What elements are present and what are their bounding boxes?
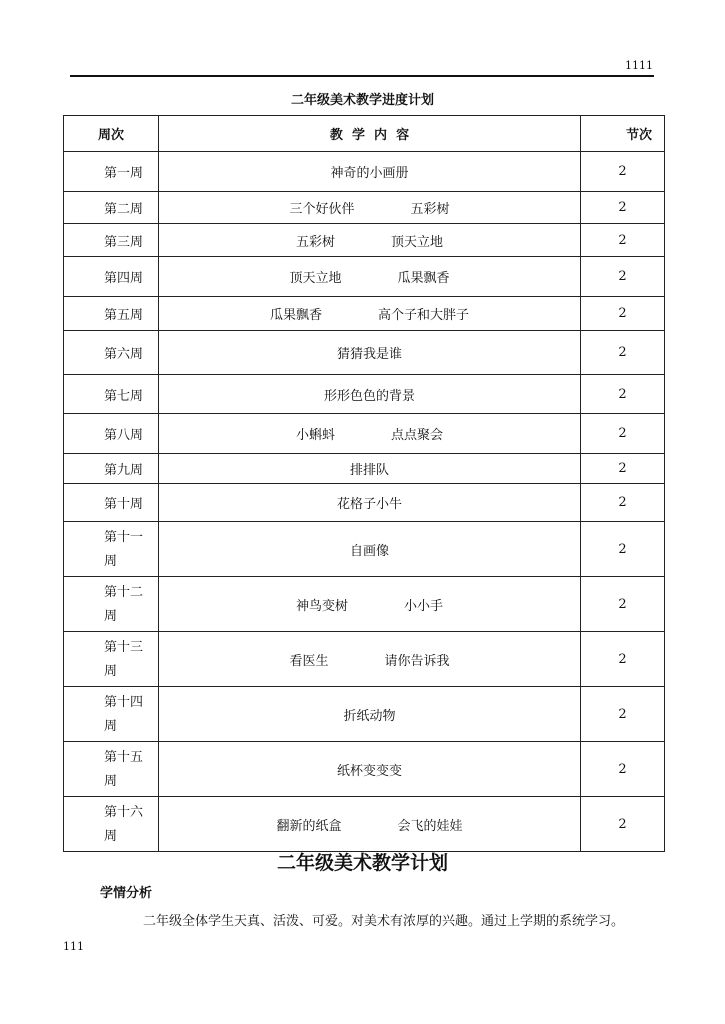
header-page-number: 1111 [625, 59, 653, 72]
schedule-title: 二年级美术教学进度计划 [290, 93, 434, 108]
week-label-line1: 第十五 [104, 750, 144, 765]
lesson-topic: 形形色色的背景 [323, 388, 415, 404]
content-cell [159, 742, 581, 797]
lessons-cell: 2 [581, 152, 665, 192]
lesson-topic: 三个好伙伴 [289, 202, 355, 217]
body-paragraph: 二年级全体学生天真、活泼、可爱。对美术有浓厚的兴趣。通过上学期的系统学习。 [143, 914, 625, 929]
lesson-topic: 五彩树 [410, 202, 450, 217]
table-row [64, 192, 665, 224]
week-label-line2: 周 [104, 829, 118, 844]
table-row [64, 152, 665, 192]
lessons-cell: 2 [581, 484, 665, 522]
table-row [64, 742, 665, 797]
content-cell [159, 414, 581, 454]
table-header-row [64, 116, 665, 152]
content-cell [159, 257, 581, 297]
lesson-topic: 纸杯变变变 [336, 763, 402, 779]
week-cell [64, 522, 159, 577]
week-cell: 第七周 [64, 375, 159, 414]
content-cell [159, 484, 581, 522]
lesson-topic: 瓜果飘香 [397, 271, 450, 286]
lesson-topic: 看医生 [289, 653, 329, 669]
column-header-content: 教 学 内 容 [159, 116, 581, 152]
content-cell [159, 632, 581, 687]
lessons-cell: 2 [581, 687, 665, 742]
lesson-topic: 五彩树 [295, 234, 335, 250]
table-row [64, 522, 665, 577]
week-cell: 第二周 [64, 192, 159, 224]
lessons-cell: 2 [581, 454, 665, 484]
lesson-topic: 小小手 [404, 598, 444, 614]
table-row [64, 331, 665, 375]
section-heading: 学情分析 [100, 886, 153, 901]
week-cell [64, 577, 159, 632]
lesson-topic: 瓜果飘香 [269, 308, 322, 323]
week-cell [64, 742, 159, 797]
week-cell: 第八周 [64, 414, 159, 454]
content-cell [159, 522, 581, 577]
lesson-topic: 神奇的小画册 [330, 166, 409, 181]
week-cell: 第九周 [64, 454, 159, 484]
lesson-topic: 神鸟变树 [295, 598, 348, 614]
lessons-cell: 2 [581, 257, 665, 297]
week-label-line1: 第十二 [104, 585, 144, 600]
lesson-topic: 顶天立地 [289, 271, 342, 286]
lessons-cell: 2 [581, 797, 665, 852]
lessons-cell: 2 [581, 331, 665, 375]
week-label-line1: 第十六 [104, 805, 144, 820]
table-row [64, 632, 665, 687]
week-label-line2: 周 [104, 664, 118, 679]
lessons-cell: 2 [581, 375, 665, 414]
lessons-cell: 2 [581, 522, 665, 577]
week-label-line2: 周 [104, 774, 118, 789]
content-cell [159, 297, 581, 331]
lessons-cell: 2 [581, 224, 665, 257]
lessons-cell: 2 [581, 414, 665, 454]
content-cell [159, 577, 581, 632]
table-row [64, 297, 665, 331]
table-row [64, 414, 665, 454]
lessons-cell: 2 [581, 297, 665, 331]
lesson-topic: 翻新的纸盒 [276, 818, 342, 834]
week-cell [64, 632, 159, 687]
content-cell [159, 454, 581, 484]
week-label-line1: 第十三 [104, 640, 144, 655]
content-cell [159, 331, 581, 375]
lesson-topic: 排排队 [349, 463, 389, 478]
lesson-topic: 猜猜我是谁 [336, 347, 402, 362]
schedule-table [63, 115, 665, 852]
lesson-topic: 折纸动物 [343, 708, 396, 724]
week-cell: 第十周 [64, 484, 159, 522]
content-cell [159, 375, 581, 414]
lesson-topic: 高个子和大胖子 [378, 308, 470, 323]
table-row [64, 484, 665, 522]
week-cell: 第五周 [64, 297, 159, 331]
content-cell [159, 797, 581, 852]
week-label-line2: 周 [104, 609, 118, 624]
content-cell [159, 224, 581, 257]
table-row [64, 797, 665, 852]
table-row [64, 454, 665, 484]
week-cell [64, 687, 159, 742]
table-row [64, 257, 665, 297]
lesson-topic: 请你告诉我 [384, 653, 450, 669]
table-row [64, 687, 665, 742]
lessons-cell: 2 [581, 632, 665, 687]
week-label-line2: 周 [104, 554, 118, 569]
week-label-line1: 第十四 [104, 695, 144, 710]
content-cell [159, 687, 581, 742]
lessons-cell: 2 [581, 742, 665, 797]
lessons-cell: 2 [581, 577, 665, 632]
lesson-topic: 顶天立地 [391, 234, 444, 250]
content-cell [159, 192, 581, 224]
week-cell: 第三周 [64, 224, 159, 257]
content-cell [159, 152, 581, 192]
lesson-topic: 自画像 [349, 543, 389, 559]
header-rule [70, 75, 654, 77]
lesson-topic: 会飞的娃娃 [397, 818, 463, 834]
column-header-lessons: 节次 [581, 116, 665, 152]
footer-page-number: 111 [63, 940, 84, 953]
week-cell: 第一周 [64, 152, 159, 192]
week-cell [64, 797, 159, 852]
plan-title: 二年级美术教学计划 [276, 852, 448, 874]
week-cell: 第四周 [64, 257, 159, 297]
lesson-topic: 点点聚会 [391, 428, 444, 443]
lessons-cell: 2 [581, 192, 665, 224]
week-label-line1: 第十一 [104, 530, 144, 545]
lesson-topic: 花格子小牛 [336, 497, 402, 512]
column-header-week: 周次 [64, 116, 159, 152]
table-row [64, 224, 665, 257]
table-row [64, 375, 665, 414]
week-cell: 第六周 [64, 331, 159, 375]
lesson-topic: 小蝌蚪 [295, 428, 335, 443]
table-row [64, 577, 665, 632]
week-label-line2: 周 [104, 719, 118, 734]
